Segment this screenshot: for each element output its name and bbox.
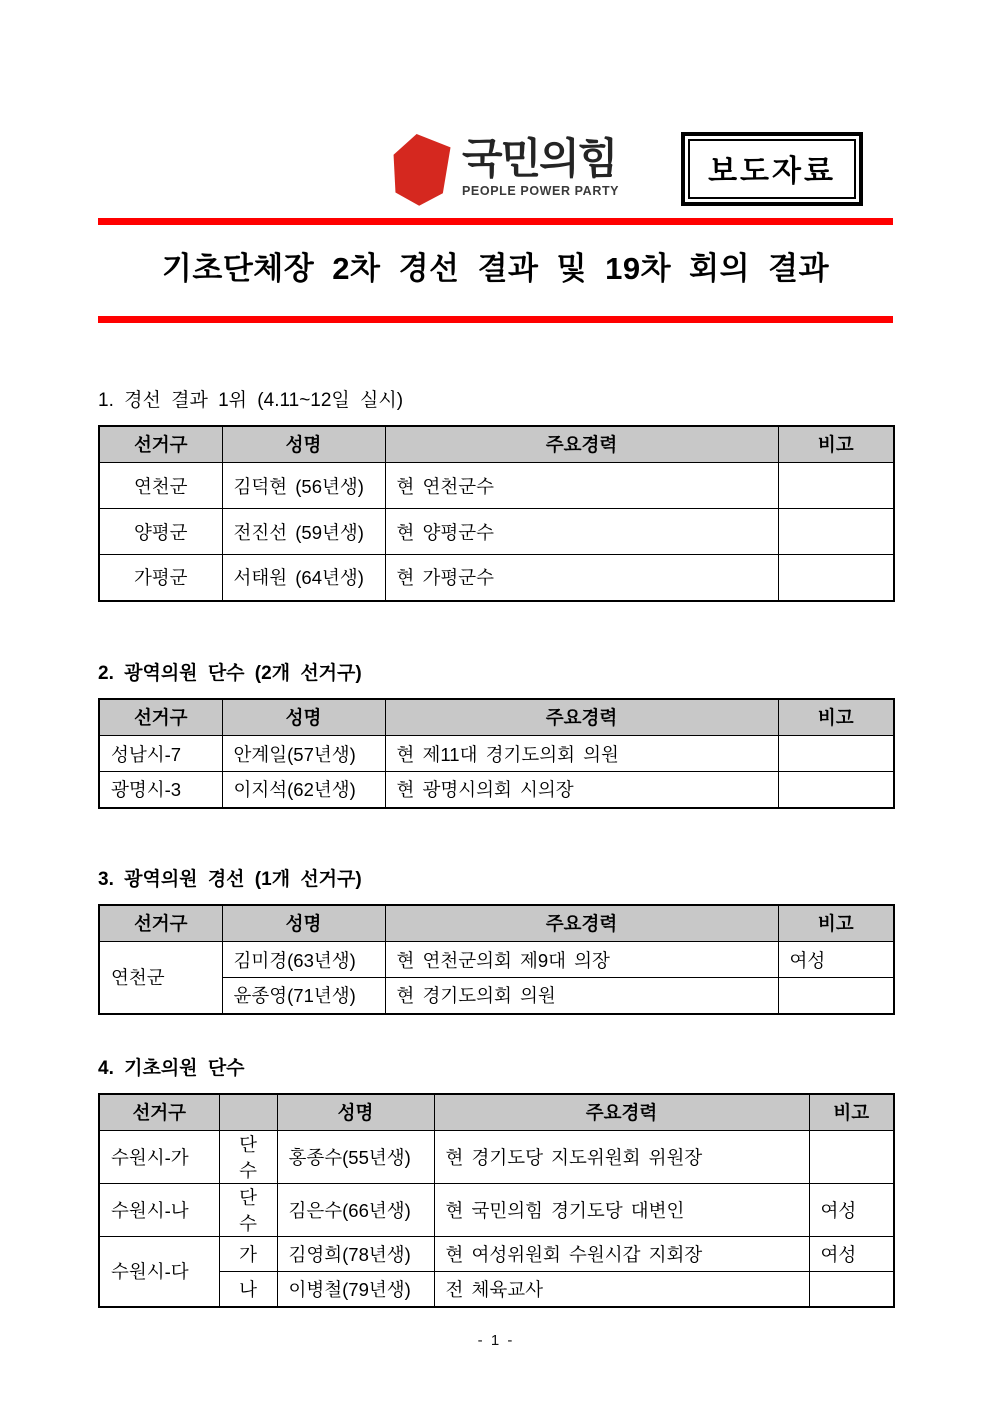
cell-note — [809, 1272, 894, 1307]
cell-name: 이병철(79년생) — [277, 1272, 434, 1307]
table-row — [99, 736, 894, 772]
table-header-row — [99, 1094, 894, 1131]
table-header-row — [99, 699, 894, 736]
col-header-name: 성명 — [277, 1094, 434, 1131]
cell-name: 서태원 (64년생) — [222, 555, 385, 601]
col-header-career: 주요경력 — [385, 905, 778, 942]
section-3-heading: 3. 광역의원 경선 (1개 선거구) — [98, 868, 362, 890]
table-header-row — [99, 426, 894, 463]
table-row — [99, 509, 894, 555]
cell-note — [778, 463, 894, 509]
table-header-row — [99, 905, 894, 942]
cell-name: 이지석(62년생) — [222, 772, 385, 808]
party-logo-text-group — [462, 134, 619, 198]
document-header — [98, 132, 893, 210]
col-header-name: 성명 — [222, 699, 385, 736]
cell-name: 김미경(63년생) — [222, 942, 385, 978]
cell-district: 광명시-3 — [99, 772, 222, 808]
cell-name: 김영희(78년생) — [277, 1237, 434, 1272]
section-4-heading: 4. 기초의원 단수 — [98, 1057, 245, 1079]
cell-note — [809, 1131, 894, 1184]
table-row — [99, 772, 894, 808]
cell-district: 수원시-다 — [99, 1237, 219, 1307]
section-1-table — [98, 425, 895, 602]
cell-subtype: 단수 — [219, 1184, 277, 1237]
table-row — [99, 1237, 894, 1272]
red-divider-under-title — [98, 316, 893, 323]
party-logo — [391, 134, 619, 208]
cell-district: 성남시-7 — [99, 736, 222, 772]
cell-career: 현 가평군수 — [385, 555, 778, 601]
col-header-career: 주요경력 — [385, 426, 778, 463]
table-row — [99, 463, 894, 509]
press-release-badge-label: 보도자료 — [688, 139, 856, 199]
cell-name: 김덕현 (56년생) — [222, 463, 385, 509]
party-logo-icon — [391, 134, 455, 208]
col-header-name: 성명 — [222, 426, 385, 463]
cell-career: 전 체육교사 — [434, 1272, 809, 1307]
cell-career: 현 여성위원회 수원시갑 지회장 — [434, 1237, 809, 1272]
cell-district: 연천군 — [99, 463, 222, 509]
table-row — [99, 555, 894, 601]
table-row — [99, 942, 894, 978]
document-title: 기초단체장 2차 경선 결과 및 19차 회의 결과 — [161, 251, 830, 286]
cell-note: 여성 — [809, 1184, 894, 1237]
cell-name: 안계일(57년생) — [222, 736, 385, 772]
cell-career: 현 연천군의회 제9대 의장 — [385, 942, 778, 978]
page-content — [98, 0, 893, 1308]
table-row — [99, 1272, 894, 1307]
cell-note: 여성 — [778, 942, 894, 978]
cell-name: 전진선 (59년생) — [222, 509, 385, 555]
section-3-table — [98, 904, 895, 1015]
col-header-subtype — [219, 1094, 277, 1131]
cell-district: 연천군 — [99, 942, 222, 1014]
cell-subtype: 나 — [219, 1272, 277, 1307]
cell-career: 현 광명시의회 시의장 — [385, 772, 778, 808]
cell-note — [778, 509, 894, 555]
col-header-career: 주요경력 — [385, 699, 778, 736]
cell-note — [778, 736, 894, 772]
col-header-district: 선거구 — [99, 905, 222, 942]
cell-note — [778, 978, 894, 1014]
col-header-career: 주요경력 — [434, 1094, 809, 1131]
col-header-note: 비고 — [778, 905, 894, 942]
section-1-heading: 1. 경선 결과 1위 (4.11~12일 실시) — [98, 389, 404, 411]
col-header-note: 비고 — [778, 426, 894, 463]
party-name: 국민의힘 — [462, 135, 617, 182]
col-header-note: 비고 — [809, 1094, 894, 1131]
cell-name: 홍종수(55년생) — [277, 1131, 434, 1184]
cell-career: 현 경기도의회 의원 — [385, 978, 778, 1014]
col-header-district: 선거구 — [99, 1094, 219, 1131]
cell-note: 여성 — [809, 1237, 894, 1272]
cell-district: 수원시-나 — [99, 1184, 219, 1237]
cell-note — [778, 555, 894, 601]
press-release-badge — [681, 132, 863, 206]
cell-name: 윤종영(71년생) — [222, 978, 385, 1014]
cell-district: 양평군 — [99, 509, 222, 555]
cell-career: 현 국민의힘 경기도당 대변인 — [434, 1184, 809, 1237]
party-name-english: PEOPLE POWER PARTY — [462, 184, 620, 198]
section-2-table — [98, 698, 895, 809]
col-header-name: 성명 — [222, 905, 385, 942]
section-4-table — [98, 1093, 895, 1308]
cell-district: 가평군 — [99, 555, 222, 601]
cell-name: 김은수(66년생) — [277, 1184, 434, 1237]
cell-career: 현 제11대 경기도의회 의원 — [385, 736, 778, 772]
cell-career: 현 경기도당 지도위원회 위원장 — [434, 1131, 809, 1184]
table-row — [99, 1184, 894, 1237]
red-divider-top — [98, 218, 893, 225]
cell-district: 수원시-가 — [99, 1131, 219, 1184]
table-row — [99, 1131, 894, 1184]
col-header-district: 선거구 — [99, 699, 222, 736]
col-header-district: 선거구 — [99, 426, 222, 463]
col-header-note: 비고 — [778, 699, 894, 736]
cell-career: 현 양평군수 — [385, 509, 778, 555]
section-2-heading: 2. 광역의원 단수 (2개 선거구) — [98, 662, 362, 684]
cell-subtype: 가 — [219, 1237, 277, 1272]
cell-subtype: 단수 — [219, 1131, 277, 1184]
page-number: - 1 - — [477, 1332, 515, 1349]
cell-note — [778, 772, 894, 808]
cell-career: 현 연천군수 — [385, 463, 778, 509]
